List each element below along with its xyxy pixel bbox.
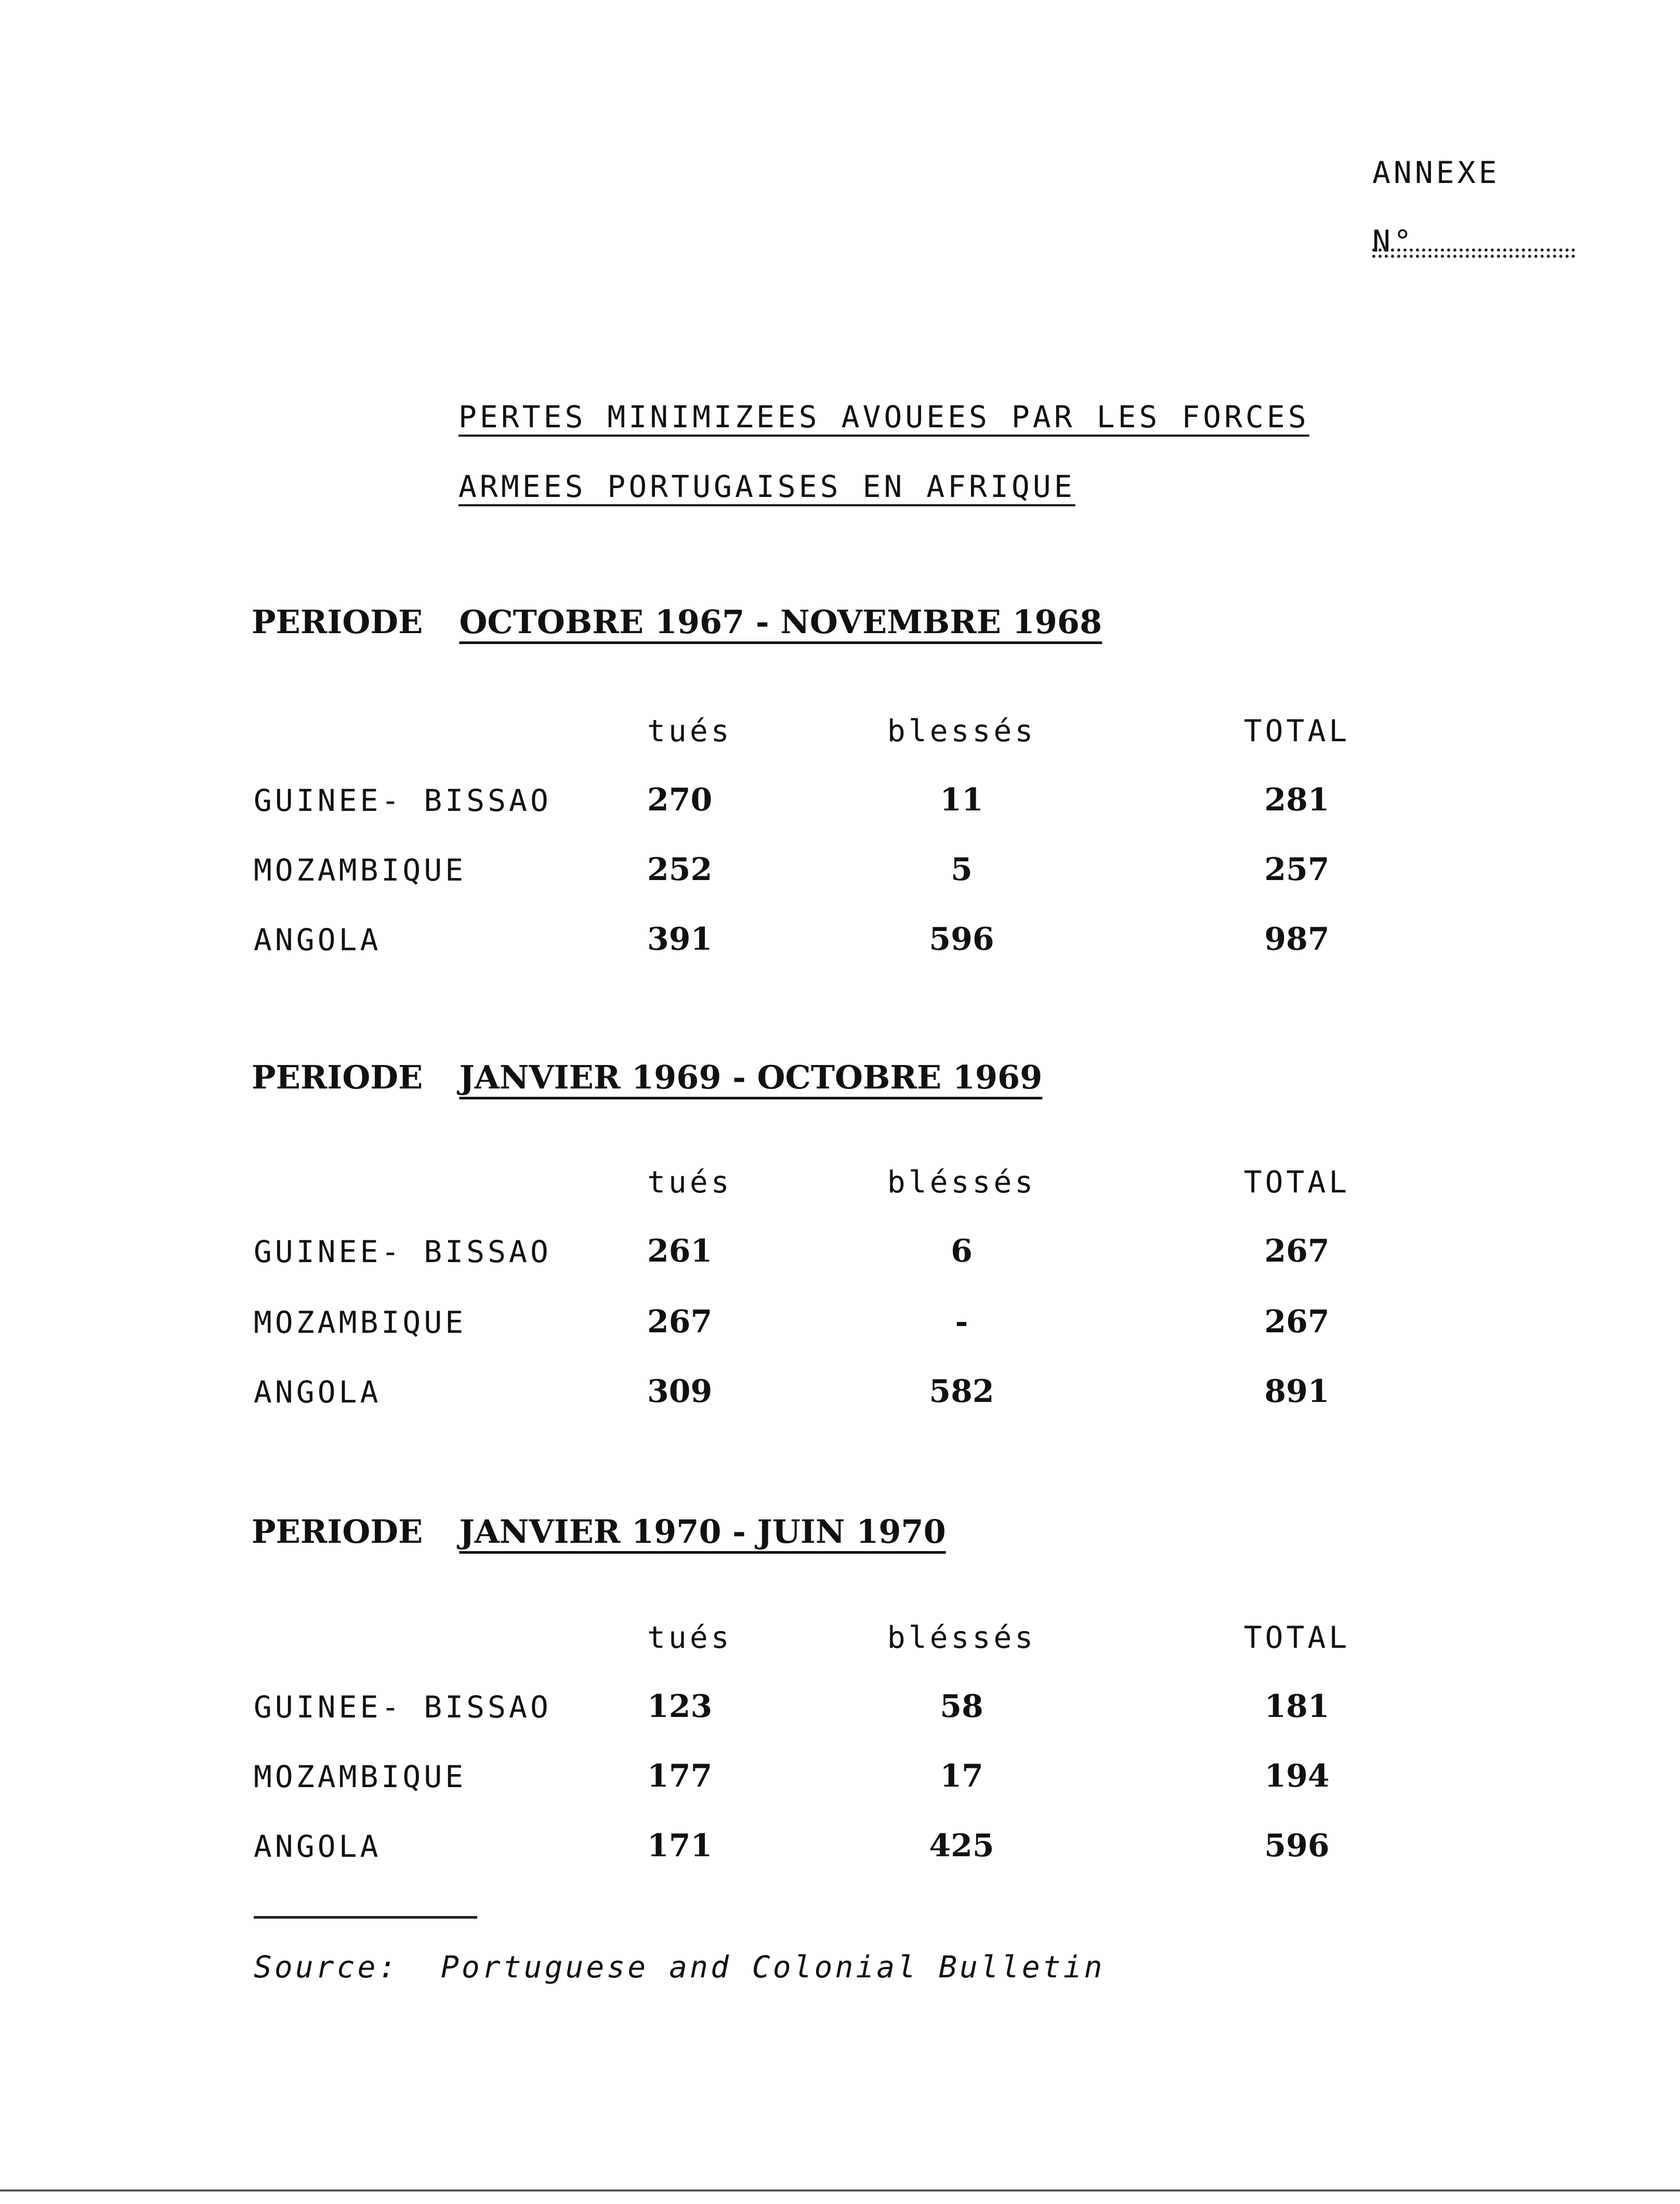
row-wounded: 6: [951, 1233, 973, 1269]
row-total: 267: [1264, 1304, 1330, 1340]
column-header-wounded: blessés: [887, 713, 1036, 749]
row-killed: 309: [647, 1373, 713, 1410]
row-total: 596: [1264, 1828, 1330, 1864]
footnote-source-text: Portuguese and Colonial Bulletin: [441, 1949, 1105, 1985]
period-label: PERIODE: [252, 1513, 423, 1551]
scan-bottom-edge-line: [0, 2189, 1680, 2192]
column-header-wounded: bléssés: [887, 1620, 1036, 1655]
row-killed: 252: [647, 851, 713, 888]
row-total: 267: [1264, 1233, 1330, 1269]
footnote-rule: [254, 1916, 477, 1919]
row-country: GUINEE- BISSAO: [254, 783, 552, 818]
row-total: 194: [1264, 1758, 1330, 1794]
period-heading: [252, 1513, 946, 1551]
row-killed: 123: [647, 1688, 713, 1725]
row-total: 891: [1264, 1373, 1330, 1410]
row-country: ANGOLA: [254, 922, 382, 957]
row-wounded: 58: [940, 1688, 983, 1725]
row-wounded: 5: [951, 851, 973, 888]
column-header-total: TOTAL: [1243, 1164, 1350, 1200]
column-header-wounded: bléssés: [887, 1164, 1036, 1200]
column-header-killed: tués: [647, 1620, 732, 1655]
row-killed: 261: [647, 1233, 713, 1269]
row-wounded: -: [955, 1304, 968, 1340]
period-range: OCTOBRE 1967 - NOVEMBRE 1968: [459, 603, 1102, 641]
row-wounded: 17: [940, 1758, 983, 1794]
row-total: 181: [1264, 1688, 1330, 1725]
annex-label: ANNEXE: [1372, 155, 1500, 190]
row-country: GUINEE- BISSAO: [254, 1234, 552, 1269]
row-country: ANGOLA: [254, 1374, 382, 1410]
row-wounded: 11: [940, 782, 983, 818]
column-header-total: TOTAL: [1243, 1620, 1350, 1655]
row-total: 257: [1264, 851, 1330, 888]
row-total: 987: [1264, 921, 1330, 957]
period-heading: [252, 1058, 1042, 1096]
column-header-total: TOTAL: [1243, 713, 1350, 749]
row-killed: 267: [647, 1304, 713, 1340]
column-header-killed: tués: [647, 1164, 732, 1200]
row-killed: 177: [647, 1758, 713, 1794]
row-country: ANGOLA: [254, 1829, 382, 1864]
row-wounded: 425: [929, 1828, 994, 1864]
annex-number-label: N°: [1372, 224, 1415, 259]
footnote-source-label: Source:: [254, 1949, 399, 1985]
period-label: PERIODE: [252, 1058, 423, 1096]
row-country: MOZAMBIQUE: [254, 1305, 467, 1340]
column-header-killed: tués: [647, 713, 732, 749]
row-killed: 171: [647, 1828, 713, 1864]
document-title-line-2: ARMEES PORTUGAISES EN AFRIQUE: [458, 469, 1075, 504]
row-country: MOZAMBIQUE: [254, 1759, 467, 1794]
row-country: MOZAMBIQUE: [254, 852, 467, 888]
row-country: GUINEE- BISSAO: [254, 1689, 552, 1725]
period-range: JANVIER 1970 - JUIN 1970: [459, 1513, 946, 1551]
row-wounded: 596: [929, 921, 994, 957]
row-killed: 391: [647, 921, 713, 957]
annex-number-blank-line: [1372, 248, 1575, 252]
period-heading: [252, 603, 1102, 641]
annex-number-blank-line-double: [1372, 255, 1575, 258]
row-total: 281: [1264, 782, 1330, 818]
period-label: PERIODE: [252, 603, 423, 641]
row-killed: 270: [647, 782, 713, 818]
period-range: JANVIER 1969 - OCTOBRE 1969: [459, 1058, 1043, 1096]
document-title-line-1: PERTES MINIMIZEES AVOUEES PAR LES FORCES: [458, 399, 1309, 435]
row-wounded: 582: [929, 1373, 994, 1410]
